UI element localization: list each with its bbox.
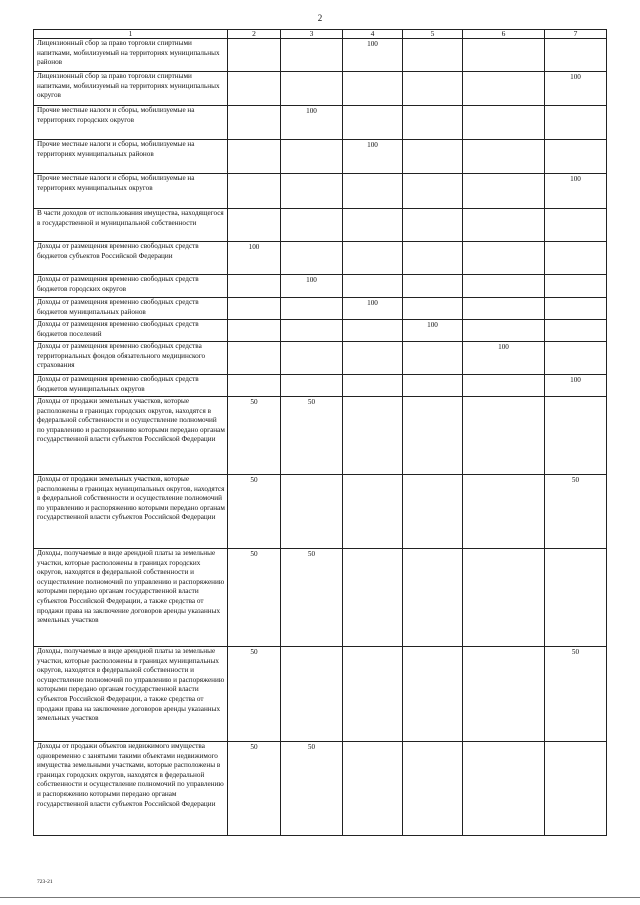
share-cell	[281, 475, 343, 549]
revenue-description: Доходы от размещения временно свободных средств бюджетов муниципальных районов	[34, 298, 228, 320]
table-row	[34, 320, 607, 342]
share-cell	[463, 320, 545, 342]
revenue-description: Доходы от размещения временно свободных средств бюджетов муниципальных округов	[34, 375, 228, 397]
share-cell	[545, 549, 607, 647]
column-number: 2	[228, 30, 281, 39]
share-cell	[545, 242, 607, 275]
table-row	[34, 39, 607, 72]
share-cell: 50	[228, 647, 281, 742]
share-cell	[545, 342, 607, 375]
share-cell	[228, 39, 281, 72]
share-cell: 100	[545, 174, 607, 209]
share-cell	[403, 397, 463, 475]
share-cell	[228, 106, 281, 140]
revenue-description: Прочие местные налоги и сборы, мобилизуемые на территориях муниципальных районов	[34, 140, 228, 174]
share-cell	[228, 298, 281, 320]
share-cell	[463, 72, 545, 106]
share-cell: 50	[281, 742, 343, 836]
share-cell: 100	[343, 140, 403, 174]
share-cell: 100	[343, 298, 403, 320]
share-cell	[228, 342, 281, 375]
revenue-description: Доходы от размещения временно свободных средств бюджетов поселений	[34, 320, 228, 342]
share-cell: 100	[343, 39, 403, 72]
page-bottom-line	[0, 897, 640, 898]
share-cell	[545, 397, 607, 475]
share-cell	[403, 209, 463, 242]
share-cell	[281, 342, 343, 375]
table-row	[34, 72, 607, 106]
share-cell	[463, 397, 545, 475]
document-code: 723-21	[37, 879, 53, 885]
share-cell	[545, 275, 607, 298]
share-cell	[403, 242, 463, 275]
share-cell	[228, 209, 281, 242]
share-cell	[281, 174, 343, 209]
revenue-description: Доходы, получаемые в виде арендной платы за земельные участки, которые расположены в границах городских округов, находятся в федеральной собственности и осуществление полномочий по управлению и распоряжению которыми передано органам государственной власти субъектов Российской Федерации, а также средства от продажи права на заключение договоров аренды указанных земельных участков	[34, 549, 228, 647]
revenue-description: В части доходов от использования имущества, находящегося в государственной и муниципальной собственности	[34, 209, 228, 242]
share-cell	[463, 298, 545, 320]
revenue-description: Доходы от размещения временно свободных средств бюджетов городских округов	[34, 275, 228, 298]
share-cell	[463, 140, 545, 174]
share-cell	[545, 106, 607, 140]
revenue-description: Доходы от продажи объектов недвижимого имущества одновременно с занятыми такими объектами недвижимого имущества земельными участками, которые расположены в границах городских округов, находятся в федеральной собственности и осуществление полномочий по управлению и распоряжению которыми передано органам государственной власти субъектов Российской Федерации	[34, 742, 228, 836]
share-cell: 100	[403, 320, 463, 342]
share-cell	[281, 140, 343, 174]
share-cell	[343, 174, 403, 209]
share-cell: 50	[228, 742, 281, 836]
share-cell	[545, 209, 607, 242]
share-cell	[545, 742, 607, 836]
share-cell: 50	[228, 475, 281, 549]
table-row	[34, 140, 607, 174]
share-cell	[403, 39, 463, 72]
share-cell	[545, 39, 607, 72]
column-number: 6	[463, 30, 545, 39]
revenue-distribution-table	[33, 29, 607, 836]
share-cell	[403, 549, 463, 647]
share-cell: 50	[545, 647, 607, 742]
share-cell	[228, 174, 281, 209]
revenue-description: Доходы от продажи земельных участков, которые расположены в границах городских округов, находятся в федеральной собственности и осуществление полномочий по управлению и распоряжению которыми передано органам государственной власти субъектов Российской Федерации	[34, 397, 228, 475]
share-cell	[228, 275, 281, 298]
share-cell: 50	[281, 549, 343, 647]
revenue-description: Прочие местные налоги и сборы, мобилизуемые на территориях муниципальных округов	[34, 174, 228, 209]
revenue-description: Доходы, получаемые в виде арендной платы за земельные участки, которые расположены в границах муниципальных округов, находятся в федеральной собственности и осуществление полномочий по управлению и распоряжению которыми передано органам государственной власти субъектов Российской Федерации, а также средства от продажи права на заключение договоров аренды указанных земельных участков	[34, 647, 228, 742]
share-cell	[403, 72, 463, 106]
share-cell	[463, 242, 545, 275]
share-cell: 100	[281, 275, 343, 298]
share-cell	[281, 209, 343, 242]
table-row	[34, 647, 607, 742]
table-row	[34, 549, 607, 647]
share-cell	[463, 209, 545, 242]
share-cell	[281, 242, 343, 275]
share-cell	[343, 375, 403, 397]
share-cell	[281, 298, 343, 320]
share-cell	[463, 39, 545, 72]
share-cell	[281, 320, 343, 342]
share-cell: 50	[228, 397, 281, 475]
column-number-row	[34, 30, 607, 39]
share-cell: 100	[545, 72, 607, 106]
share-cell	[343, 742, 403, 836]
share-cell	[463, 475, 545, 549]
share-cell	[463, 647, 545, 742]
share-cell	[463, 375, 545, 397]
share-cell	[343, 275, 403, 298]
share-cell	[403, 174, 463, 209]
share-cell	[403, 342, 463, 375]
share-cell	[403, 140, 463, 174]
share-cell	[545, 298, 607, 320]
table-row	[34, 275, 607, 298]
share-cell	[403, 106, 463, 140]
share-cell	[228, 375, 281, 397]
share-cell	[281, 647, 343, 742]
share-cell: 50	[228, 549, 281, 647]
column-number: 1	[34, 30, 228, 39]
share-cell	[343, 549, 403, 647]
table-row	[34, 475, 607, 549]
share-cell	[228, 72, 281, 106]
share-cell	[343, 342, 403, 375]
column-number: 3	[281, 30, 343, 39]
share-cell	[463, 106, 545, 140]
share-cell	[343, 72, 403, 106]
share-cell	[343, 320, 403, 342]
share-cell	[463, 549, 545, 647]
table-row	[34, 242, 607, 275]
share-cell	[281, 72, 343, 106]
share-cell	[343, 475, 403, 549]
table-row	[34, 375, 607, 397]
table-row	[34, 209, 607, 242]
share-cell	[403, 375, 463, 397]
table-row	[34, 742, 607, 836]
revenue-description: Доходы от размещения временно свободных средств бюджетов субъектов Российской Федерации	[34, 242, 228, 275]
table-row	[34, 397, 607, 475]
table-row	[34, 298, 607, 320]
column-number: 4	[343, 30, 403, 39]
share-cell	[343, 242, 403, 275]
table-row	[34, 342, 607, 375]
share-cell	[343, 209, 403, 242]
share-cell	[403, 475, 463, 549]
share-cell	[463, 275, 545, 298]
share-cell	[281, 39, 343, 72]
revenue-description: Доходы от размещения временно свободных средства территориальных фондов обязательного медицинского страхования	[34, 342, 228, 375]
share-cell: 100	[228, 242, 281, 275]
share-cell	[281, 375, 343, 397]
share-cell	[403, 275, 463, 298]
revenue-description: Доходы от продажи земельных участков, которые расположены в границах муниципальных округов, находятся в федеральной собственности и осуществление полномочий по управлению и распоряжению которыми передано органам государственной власти субъектов Российской Федерации	[34, 475, 228, 549]
table-row	[34, 174, 607, 209]
share-cell	[343, 106, 403, 140]
share-cell	[463, 174, 545, 209]
share-cell: 50	[545, 475, 607, 549]
share-cell	[545, 320, 607, 342]
share-cell: 100	[463, 342, 545, 375]
revenue-description: Прочие местные налоги и сборы, мобилизуемые на территориях городских округов	[34, 106, 228, 140]
column-number: 7	[545, 30, 607, 39]
share-cell	[228, 140, 281, 174]
share-cell	[545, 140, 607, 174]
share-cell: 100	[281, 106, 343, 140]
share-cell	[463, 742, 545, 836]
share-cell	[403, 742, 463, 836]
share-cell: 50	[281, 397, 343, 475]
share-cell	[403, 647, 463, 742]
share-cell	[343, 647, 403, 742]
share-cell	[343, 397, 403, 475]
share-cell: 100	[545, 375, 607, 397]
share-cell	[403, 298, 463, 320]
share-cell	[228, 320, 281, 342]
revenue-description: Лицензионный сбор за право торговли спиртными напитками, мобилизуемый на территориях муниципальных районов	[34, 39, 228, 72]
page-number: 2	[317, 13, 323, 23]
table-row	[34, 106, 607, 140]
column-number: 5	[403, 30, 463, 39]
revenue-description: Лицензионный сбор за право торговли спиртными напитками, мобилизуемый на территориях муниципальных округов	[34, 72, 228, 106]
